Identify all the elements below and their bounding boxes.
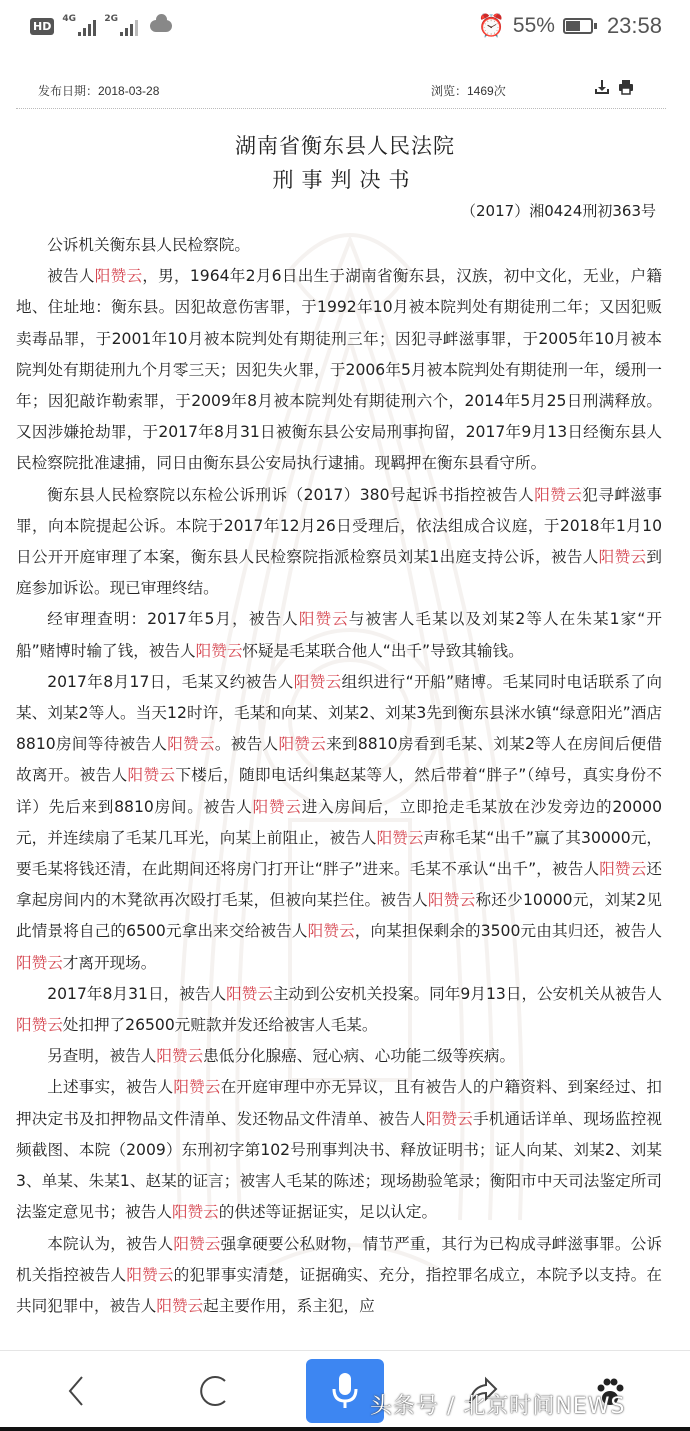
paragraph-text: 主动到公安机关投案。同年9月13日，公安机关从被告人: [272, 984, 662, 1003]
paragraph-text: 称还少10000元，刘某2见此情景将自己的6500元拿出来交给被告人: [16, 891, 662, 941]
article-meta: [16, 78, 666, 109]
paragraph-text: 患低分化腺癌、冠心病、心功能二级等疾病。: [203, 1047, 516, 1066]
view-count: 浏览：1469次: [431, 84, 506, 98]
alarm-clock-icon: ⏰: [477, 13, 505, 39]
paragraph: [16, 667, 662, 979]
defendant-name-highlight: 阳赞云: [599, 860, 647, 879]
source-watermark: 头条号 / 北京时间NEWS: [370, 1394, 626, 1419]
defendant-name-highlight: 阳赞云: [427, 891, 476, 910]
defendant-name-highlight: 阳赞云: [16, 953, 63, 972]
paragraph: [16, 230, 662, 261]
defendant-name-highlight: 阳赞云: [278, 735, 327, 754]
defendant-name-highlight: 阳赞云: [293, 672, 342, 691]
paragraph-text: 的犯罪事实清楚，证据确实、充分，指控罪名成立，本院予以支持。在共同犯罪中，被告人: [16, 1265, 662, 1315]
defendant-name-highlight: 阳赞云: [298, 610, 349, 629]
paragraph-text: 犯寻衅滋事罪，向本院提起公诉。本院于2017年12月26日受理后，依法组成合议庭，于2018年1月10日公开开庭审理了本案，衡东县人民检察院指派检察员刘某1出庭支持公诉，被告人: [16, 485, 662, 567]
court-name: 湖南省衡东县人民法院: [235, 134, 455, 158]
microphone-icon: [331, 1371, 359, 1411]
defendant-name-highlight: 阳赞云: [156, 1296, 204, 1315]
paragraph-text: 来到8810房看到毛某、刘某2等人在房间后便借故离开。被告人: [16, 735, 662, 785]
battery-icon: [563, 18, 593, 34]
signal-2g-icon: [104, 16, 138, 36]
refresh-icon: [197, 1373, 231, 1409]
defendant-name-highlight: 阳赞云: [425, 1109, 474, 1128]
paragraph-text: ，男，1964年2月6日出生于湖南省衡东县，汉族，初中文化，无业，户籍地、住址地：衡东县。因犯故意伤害罪，于1992年10月被本院判处有期徒刑二年；又因犯贩卖毒品罪，于2001年10月被本院判处有期徒刑三年；因犯寻衅滋事罪，于2005年10月被本院判处有期徒刑九个月零三天；因犯失火罪，于2006年5月被本院判处有期徒刑一年，缓刑一年；因犯敲诈勒索罪，于2009年8月被本院判处有期徒刑六个，2014年5月25日刑满释放。又因涉嫌抢劫罪，于2017年8月31日被衡东县公安局刑事拘留，2017年9月13日经衡东县人民检察院批准逮捕，同日由衡东县公安局执行逮捕。现羁押在衡东县看守所。: [16, 267, 662, 473]
paragraph: [16, 979, 662, 1041]
paragraph-text: 衡东县人民检察院以东检公诉刑诉（2017）380号起诉书指控被告人: [47, 485, 535, 504]
defendant-name-highlight: 阳赞云: [126, 1265, 174, 1284]
paragraph-text: 2017年8月17日，毛某又约被告人: [47, 672, 294, 691]
paragraph-text: 本院认为，被告人: [47, 1234, 174, 1253]
battery-percent: 55%: [512, 14, 555, 37]
paragraph-text: 处扣押了26500元赃款并发还给被害人毛某。: [62, 1016, 378, 1035]
meta-actions: [594, 79, 634, 99]
paragraph: [16, 604, 662, 666]
paragraph-text: 经审理查明：2017年5月，被告人: [47, 610, 299, 629]
paragraph-text: 下楼后，随即电话纠集赵某等人，然后带着“胖子”（绰号，真实身份不详）先后来到8810房间。被告人: [16, 766, 662, 816]
paragraph-text: 到庭参加诉讼。现已审理终结。: [16, 548, 662, 598]
paragraph-text: 进入房间后，立即抢走毛某放在沙发旁边的20000元，并连续扇了毛某几耳光，向某上前阻止，被告人: [16, 797, 662, 847]
paragraph-text: 。被告人: [214, 735, 279, 754]
status-left: [30, 16, 172, 36]
hd-icon: HD: [30, 18, 54, 35]
cloud-icon: [150, 20, 172, 32]
bottom-toolbar: [0, 1350, 690, 1431]
defendant-name-highlight: 阳赞云: [156, 1047, 204, 1066]
paragraph-text: 在开庭审理中亦无异议，且有被告人的户籍资料、到案经过、扣押决定书及扣押物品文件清单、发还物品文件清单、被告人: [16, 1078, 662, 1128]
clock-time: 23:58: [606, 13, 662, 38]
paragraph-text: 上述事实，被告人: [47, 1078, 174, 1097]
defendant-name-highlight: 阳赞云: [167, 735, 215, 754]
defendant-name-highlight: 阳赞云: [534, 485, 583, 504]
screen-bottom-edge: [0, 1427, 690, 1431]
network-type-label: 2G: [104, 14, 118, 24]
defendant-name-highlight: 阳赞云: [173, 1234, 221, 1253]
network-type-label: 4G: [62, 14, 76, 24]
defendant-name-highlight: 阳赞云: [16, 1016, 63, 1035]
document-body: [0, 230, 690, 1322]
paragraph: [16, 1072, 662, 1228]
defendant-name-highlight: 阳赞云: [307, 922, 355, 941]
case-number: （2017）湘0424刑初363号: [461, 202, 656, 220]
defendant-name-highlight: 阳赞云: [195, 641, 243, 660]
refresh-button[interactable]: [184, 1365, 244, 1417]
paragraph-text: 的供述等证据证实，足以认定。: [218, 1203, 438, 1222]
back-chevron-icon: [64, 1373, 88, 1409]
paragraph-text: 2017年8月31日，被告人: [47, 984, 227, 1003]
paragraph-text: 公诉机关衡东县人民检察院。: [47, 236, 250, 254]
status-right: [478, 13, 663, 39]
paragraph-text: 强拿硬要公私财物，情节严重，其行为已构成寻衅滋事罪。公诉机关指控被告人: [16, 1234, 662, 1284]
paragraph-text: ，向某担保剩余的3500元由其归还，被告人: [354, 922, 662, 941]
paragraph-text: 怀疑是毛某联合他人“出千”导致其输钱。: [242, 641, 524, 660]
paragraph-text: 与被害人毛某以及刘某2等人在朱某1家“开船”赌博时输了钱，被告人: [16, 610, 663, 660]
defendant-name-highlight: 阳赞云: [252, 797, 302, 816]
paragraph: [16, 261, 662, 479]
defendant-name-highlight: 阳赞云: [598, 548, 647, 567]
back-button[interactable]: [46, 1365, 106, 1417]
defendant-name-highlight: 阳赞云: [226, 984, 273, 1003]
paragraph-text: 组织进行“开船”赌博。毛某同时电话联系了向某、刘某2等人。当天12时许，毛某和向某、刘某2、刘某3先到衡东县洣水镇“绿意阳光”酒店8810房间等待被告人: [16, 672, 662, 754]
paragraph: [16, 1229, 662, 1323]
defendant-name-highlight: 阳赞云: [127, 766, 176, 785]
paragraph-text: 手机通话详单、现场监控视频截图、本院（2009）东刑初字第102号刑事判决书、释放证明书；证人向某、刘某2、刘某3、单某、朱某1、赵某的证言；被害人毛某的陈述；现场勘验笔录；衡阳市中天司法鉴定所司法鉴定意见书；被告人: [16, 1109, 662, 1222]
judgment-document: [0, 120, 690, 1322]
print-icon[interactable]: [618, 79, 634, 99]
paragraph-text: 声称毛某“出千”赢了其30000元，要毛某将钱还清，在此期间还将房门打开让“胖子”进来。毛某不承认“出千”，被告人: [16, 828, 662, 879]
paragraph: [16, 480, 662, 605]
paragraph-text: 起主要作用，系主犯，应: [203, 1296, 375, 1315]
paragraph-text: 还拿起房间内的木凳欲再次殴打毛某，但被向某拦住。被告人: [16, 860, 662, 910]
defendant-name-highlight: 阳赞云: [173, 1078, 221, 1097]
paragraph-text: 另查明，被告人: [47, 1047, 157, 1066]
defendant-name-highlight: 阳赞云: [376, 828, 424, 847]
download-icon[interactable]: [594, 79, 610, 99]
paragraph-text: 才离开现场。: [62, 953, 157, 972]
document-type: 刑事判决书: [272, 168, 418, 192]
defendant-name-highlight: 阳赞云: [94, 267, 143, 286]
defendant-name-highlight: 阳赞云: [171, 1203, 219, 1222]
paragraph-text: 被告人: [47, 267, 95, 286]
paragraph: [16, 1041, 662, 1072]
status-bar: [0, 0, 690, 52]
signal-4g-icon: [62, 16, 96, 36]
publish-date: 发布日期：2018-03-28: [38, 84, 160, 98]
